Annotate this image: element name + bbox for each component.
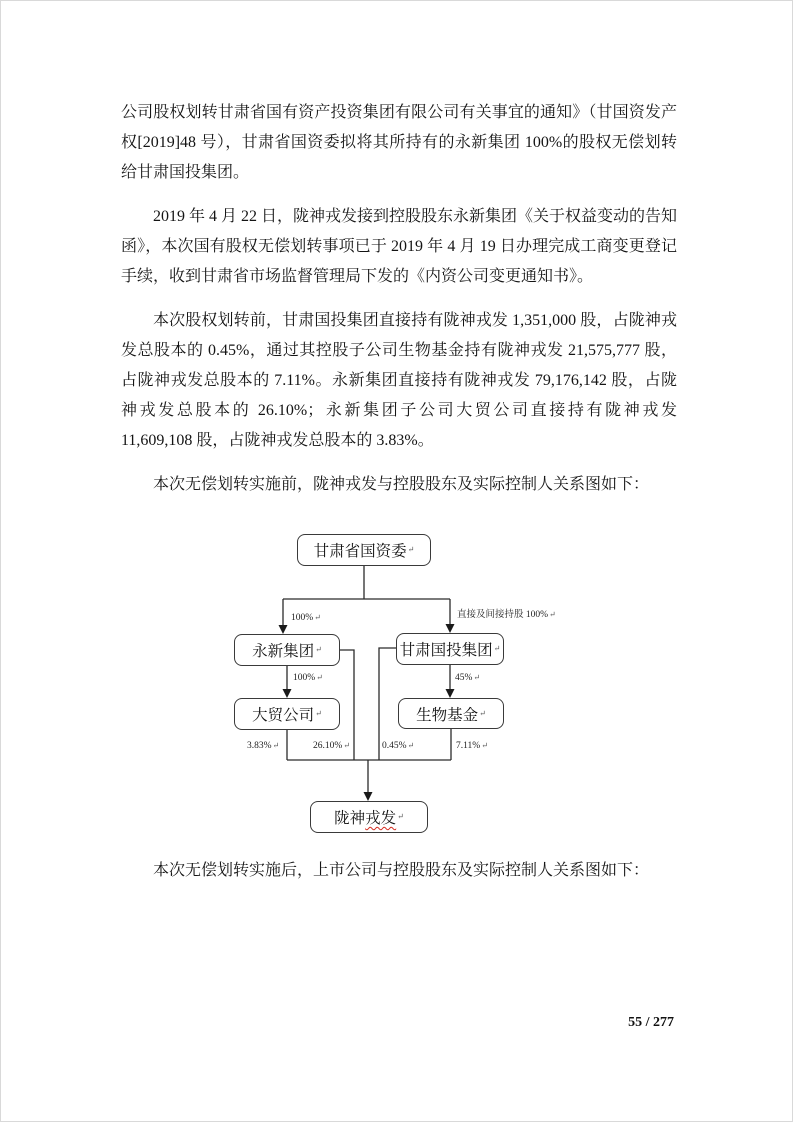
- return-mark-icon: ↵: [407, 545, 415, 554]
- arrowhead-down-icon: [283, 689, 292, 698]
- edge-label-damao-longshen: [247, 741, 279, 752]
- node-label: 甘肃国投集团: [399, 642, 493, 659]
- page-body: [121, 98, 677, 900]
- paragraph-diagram-intro-before: 本次无偿划转实施前，陇神戎发与控股股东及实际控制人关系图如下：: [153, 476, 650, 493]
- node-label: 大贸公司: [252, 707, 315, 724]
- return-mark-icon: ↵: [272, 741, 280, 750]
- node-label: 陇神: [334, 810, 366, 827]
- return-mark-icon: ↵: [479, 708, 486, 718]
- ownership-structure-diagram: [121, 529, 677, 841]
- diagram-node-longshen-rongfa: [310, 801, 428, 833]
- arrowhead-down-icon: [279, 625, 288, 634]
- return-mark-icon: ↵: [315, 709, 322, 718]
- return-mark-icon: ↵: [314, 613, 321, 622]
- edge-label-shengwu-longshen: [456, 741, 488, 752]
- return-mark-icon: ↵: [315, 645, 322, 654]
- node-label: 甘肃省国资委: [313, 543, 407, 560]
- paragraph-notice: 公司股权划转甘肃省国有资产投资集团有限公司有关事宜的通知》（甘国资发产权[2019]48 号），甘肃省国资委拟将其所持有的永新集团 100%的股权无偿划转给甘肃国投集团。: [121, 104, 677, 181]
- edge-label-text: 100%: [293, 673, 316, 683]
- diagram-node-damao-company: [234, 698, 340, 730]
- node-label: 永新集团: [252, 643, 315, 660]
- paragraph-shareholding-before: 本次股权划转前，甘肃国投集团直接持有陇神戎发 1,351,000 股，占陇神戎发总股本的 0.45%，通过其控股子公司生物基金持有陇神戎发 21,575,777 股，占陇神戎发总股本的 7.11%。永新集团直接持有陇神戎发 79,176,142 股，占陇神戎发总股本的 26.10%；永新集团子公司大贸公司直接持有陇神戎发 11,609,108 股，占陇神戎发总股本的 3.83%。: [121, 312, 677, 449]
- edge-label-text: 直接及间接持股 100%: [457, 610, 549, 620]
- arrowhead-down-icon: [364, 792, 373, 801]
- edge-label-guotou-shengwu: [455, 673, 480, 684]
- edge-label-guotou-longshen: [382, 741, 414, 752]
- edge-label-sasac-guotou: [457, 610, 556, 621]
- return-mark-icon: ↵: [343, 741, 350, 750]
- node-label-spellcheck: 戎发: [365, 810, 397, 827]
- node-label: 生物基金: [416, 706, 479, 724]
- diagram-node-biology-fund: [398, 698, 504, 729]
- return-mark-icon: ↵: [316, 673, 323, 682]
- arrowhead-down-icon: [446, 689, 455, 698]
- diagram-node-yongxin-group: [234, 634, 340, 666]
- return-mark-icon: ↵: [481, 741, 488, 750]
- paragraph-equity-change-notice: 2019 年 4 月 22 日，陇神戎发接到控股股东永新集团《关于权益变动的告知函》，本次国有股权无偿划转事项已于 2019 年 4 月 19 日办理完成工商变更登记手续，收到甘肃省市场监督管理局下发的《内资公司变更通知书》。: [121, 208, 678, 285]
- return-mark-icon: ↵: [473, 673, 481, 682]
- edge-label-sasac-yongxin: [291, 613, 321, 624]
- edge-label-text: 100%: [291, 613, 314, 623]
- paragraph-diagram-intro-after: 本次无偿划转实施后，上市公司与控股股东及实际控制人关系图如下：: [153, 862, 650, 879]
- diagram-node-gansu-guotou-group: [396, 633, 504, 665]
- return-mark-icon: ↵: [493, 644, 501, 653]
- diagram-connector-lines: [121, 529, 677, 841]
- edge-label-yongxin-damao: [293, 673, 323, 684]
- edge-label-text: 26.10%: [313, 741, 343, 751]
- return-mark-icon: ↵: [407, 741, 415, 750]
- diagram-node-gansu-sasac: [297, 534, 431, 566]
- page-number: 55 / 277: [628, 1015, 674, 1030]
- edge-label-text: 0.45%: [382, 741, 407, 751]
- edge-label-text: 45%: [455, 673, 473, 683]
- arrowhead-down-icon: [446, 624, 455, 633]
- edge-label-text: 7.11%: [456, 741, 481, 751]
- return-mark-icon: ↵: [397, 812, 404, 821]
- return-mark-icon: ↵: [549, 610, 556, 619]
- edge-label-text: 3.83%: [247, 741, 272, 751]
- edge-label-yongxin-longshen: [313, 741, 350, 752]
